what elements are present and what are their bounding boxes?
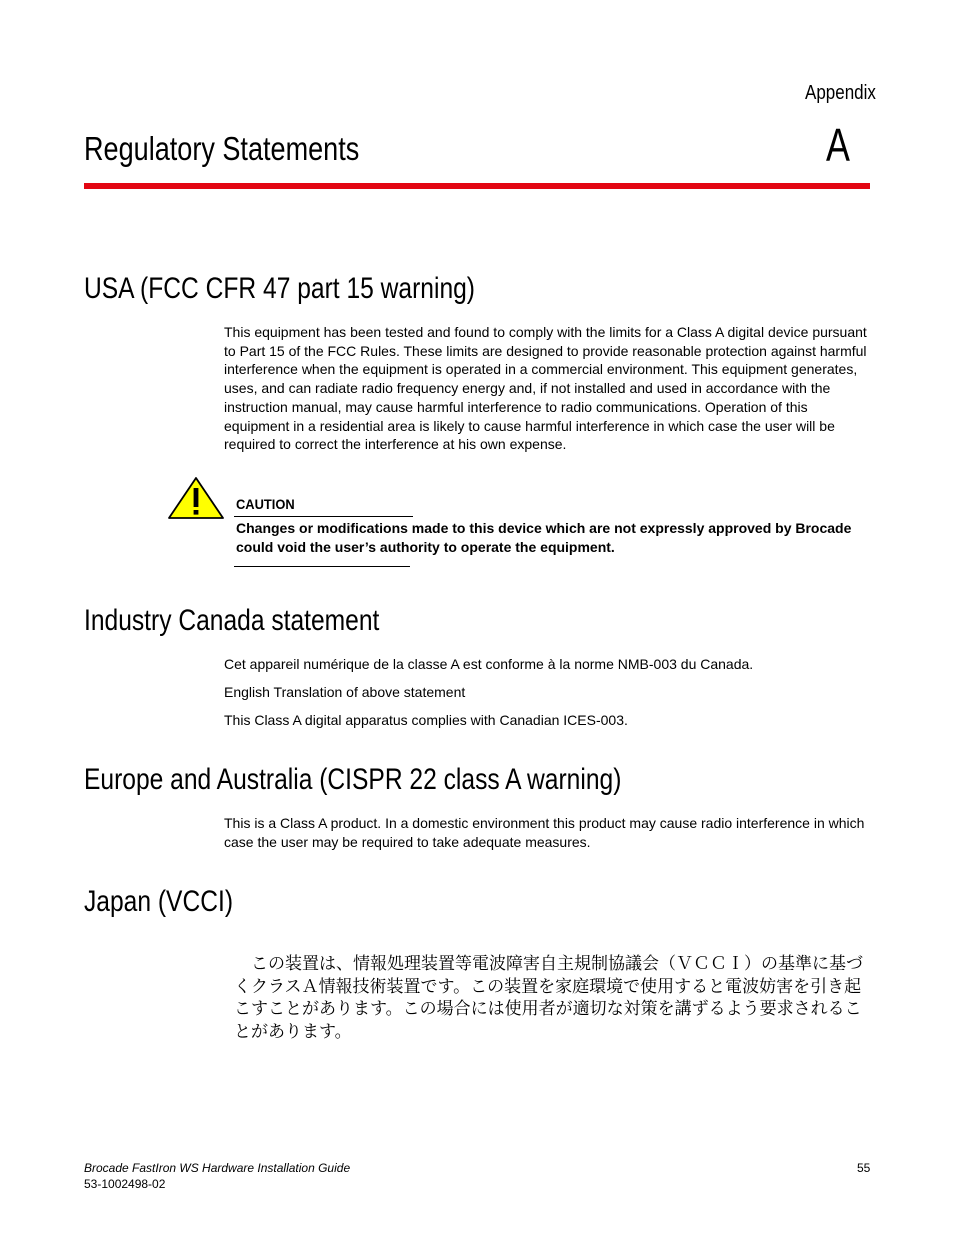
appendix-label: Appendix <box>805 82 876 104</box>
usa-heading: USA (FCC CFR 47 part 15 warning) <box>84 272 475 305</box>
canada-translation-label: English Translation of above statement <box>224 684 466 700</box>
europe-body: This is a Class A product. In a domestic environment this product may cause radio interference in which case the user may be required to take adequate measures. <box>224 815 865 850</box>
canada-french-line: Cet appareil numérique de la classe A est conforme à la norme NMB-003 du Canada. <box>224 656 754 672</box>
chapter-title: Regulatory Statements <box>84 130 360 167</box>
appendix-letter: A <box>826 119 850 171</box>
footer-title: Brocade FastIron WS Hardware Installation Guide <box>84 1161 351 1175</box>
chapter-title-rule <box>84 183 870 189</box>
caution-text: Changes or modifications made to this device which are not expressly approved by Brocade could void the user’s authority to operate the equipment. <box>236 520 852 555</box>
caution-top-rule <box>234 516 413 517</box>
japan-body: この装置は、情報処理装置等電波障害自主規制協議会（ＶＣＣＩ）の基準に基づくクラスＡ情報技術装置です。この装置を家庭環境で使用すると電波妨害を引き起こすことがあります。この場合には使用者が適切な対策を講ずるよう要求されることがあります。 <box>234 954 863 1042</box>
japan-heading: Japan (VCCI) <box>84 885 234 918</box>
footer-page-number: 55 <box>857 1161 871 1175</box>
footer-doc-number: 53-1002498-02 <box>84 1177 166 1191</box>
caution-bottom-rule <box>234 566 410 567</box>
caution-icon <box>167 476 225 520</box>
caution-label: CAUTION <box>236 496 295 512</box>
canada-heading: Industry Canada statement <box>84 604 380 637</box>
europe-heading: Europe and Australia (CISPR 22 class A warning) <box>84 763 622 796</box>
usa-body: This equipment has been tested and found to comply with the limits for a Class A digital device pursuant to Part 15 of the FCC Rules. These limits are designed to provide reasonable protection against harmful interference when the equipment is operated in a commercial environment. This equipment generates, uses, and can radiate radio frequency energy and, if not installed and used in accordance with the instruction manual, may cause harmful interference to radio communications. Operation of this equipment in a residential area is likely to cause harmful interference in which case the user will be required to correct the interference at his own expense. <box>224 324 867 453</box>
canada-english-line: This Class A digital apparatus complies with Canadian ICES-003. <box>224 712 628 728</box>
